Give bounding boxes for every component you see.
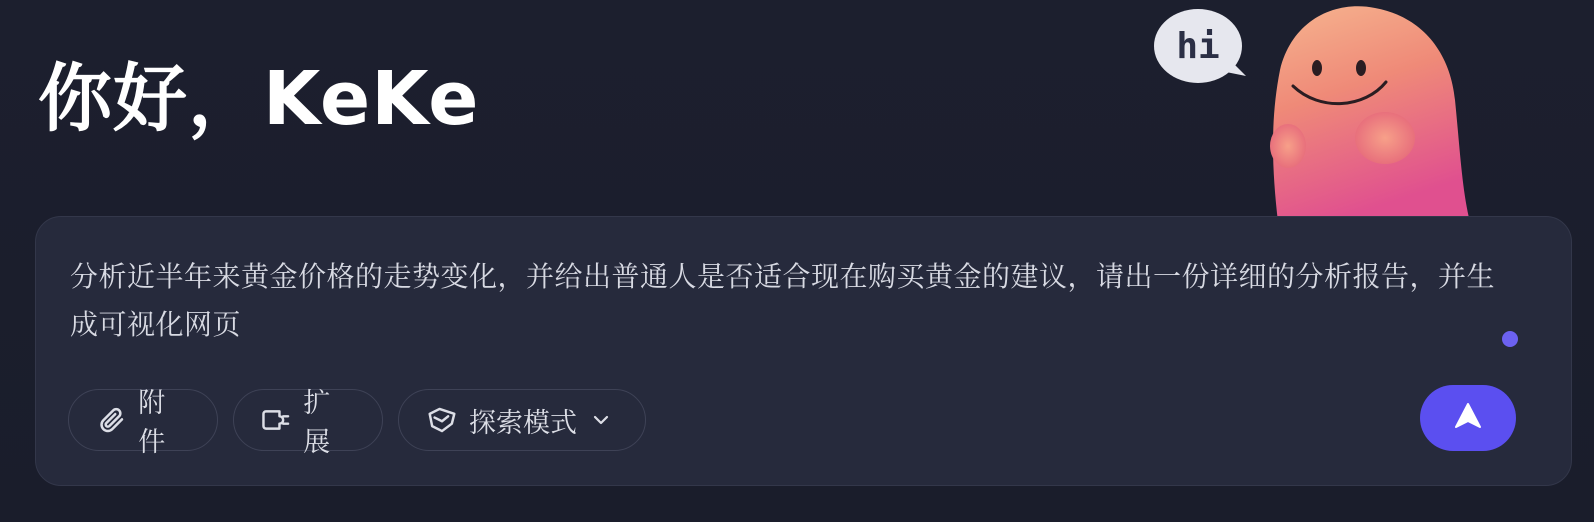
mascot-right-hand	[1355, 112, 1415, 164]
mode-selector[interactable]	[398, 389, 646, 451]
mascot-left-hand	[1270, 124, 1306, 168]
extension-button[interactable]	[233, 388, 383, 458]
send-button[interactable]	[1420, 385, 1516, 451]
chevron-down-icon	[591, 409, 613, 431]
attach-button[interactable]	[68, 388, 218, 458]
prompt-input[interactable]: 分析近半年来黄金价格的走势变化，并给出普通人是否适合现在购买黄金的建议，请出一份详细的分析报告，并生成可视化网页	[70, 260, 1496, 341]
greeting-title: 你好，KeKe	[38, 56, 480, 142]
prompt-composer	[35, 216, 1572, 486]
send-arrow-icon	[1453, 401, 1483, 435]
extension-label: 扩展	[303, 388, 331, 458]
attach-label: 附件	[138, 388, 166, 458]
mode-label: 探索模式	[469, 407, 577, 439]
mascot-eye	[1312, 60, 1322, 76]
paperclip-icon	[95, 403, 128, 437]
mascot-eye	[1356, 60, 1366, 76]
mascot-illustration	[1150, 0, 1510, 222]
speech-bubble-text: hi	[1176, 26, 1220, 67]
status-indicator-dot	[1502, 331, 1518, 347]
extension-icon	[260, 403, 293, 437]
speech-bubble	[1154, 9, 1246, 83]
explore-mode-icon	[425, 403, 459, 437]
mascot-body	[1273, 6, 1470, 222]
